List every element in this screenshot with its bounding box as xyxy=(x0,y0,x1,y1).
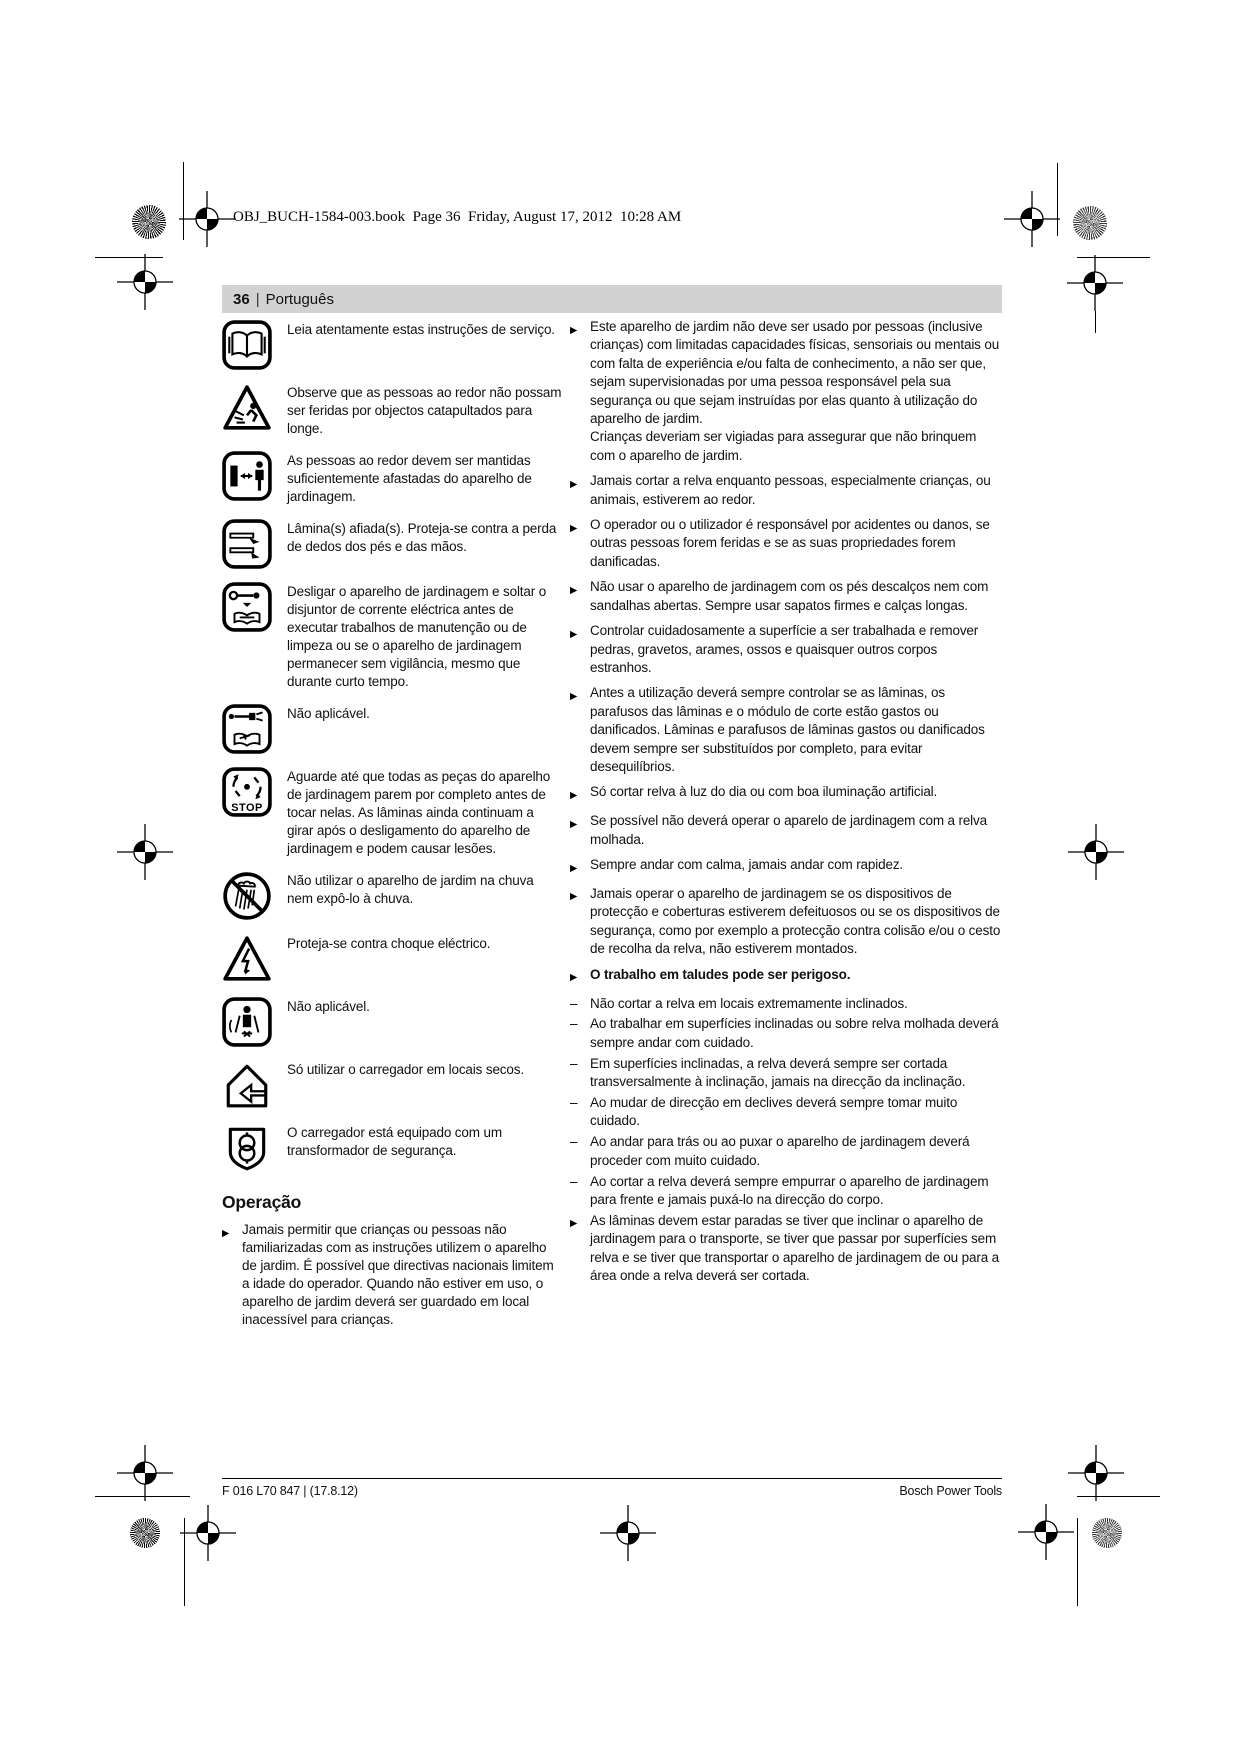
registration-mark xyxy=(1067,255,1123,311)
header-divider: | xyxy=(255,290,260,308)
registration-mark xyxy=(179,191,235,247)
keep-bystanders-away-icon xyxy=(222,451,272,501)
symbol-row xyxy=(222,582,562,691)
symbol-row xyxy=(222,871,562,921)
safety-note-text: Controlar cuidadosamente a superfície a ser trabalhada e remover pedras, gravetos, arames, ossos e quaisquer outros corpos estranhos. xyxy=(590,623,979,675)
symbol-row xyxy=(222,451,562,506)
print-starburst-mark xyxy=(130,1518,160,1548)
registration-mark xyxy=(1018,1504,1074,1560)
safety-sub-item xyxy=(570,1133,1002,1170)
symbol-text: Só utilizar o carregador em locais secos. xyxy=(287,1062,524,1077)
footer-document-code: F 016 L70 847 | (17.8.12) xyxy=(222,1484,358,1498)
symbol-text: Lâmina(s) afiada(s). Proteja-se contra a perda de dedos dos pés e das mãos. xyxy=(287,521,557,554)
dry-location-icon xyxy=(222,1060,272,1110)
safety-note-text: Sempre andar com calma, jamais andar com rapidez. xyxy=(590,857,904,873)
registration-mark xyxy=(600,1505,656,1561)
symbol-row xyxy=(222,997,562,1047)
registration-mark xyxy=(117,1445,173,1501)
crop-line xyxy=(1077,1518,1078,1606)
registration-mark xyxy=(117,254,173,310)
safety-note-text: Ao mudar de direcção em declives deverá sempre tomar muito cuidado. xyxy=(590,1095,958,1129)
svg-text:STOP: STOP xyxy=(231,801,263,814)
symbol-row xyxy=(222,704,562,754)
dash-marker: – xyxy=(570,1055,578,1071)
bullet-marker: ▶ xyxy=(570,324,578,336)
crop-line xyxy=(95,257,163,258)
symbol-text: Não aplicável. xyxy=(287,999,370,1014)
not-applicable-person-icon xyxy=(222,997,272,1047)
safety-note-text: Jamais operar o aparelho de jardinagem se os dispositivos de protecção e coberturas estiverem defeituosos ou se os dispositivos de segurança, como por exemplo a protecção contra colisão e/ou o cesto de recolha da relva, não estiverem montados. xyxy=(590,885,1001,957)
no-rain-icon xyxy=(222,871,272,921)
symbol-text: Observe que as pessoas ao redor não possam ser feridas por objectos catapultados para longe. xyxy=(287,385,562,436)
safety-note-continuation: Crianças deveriam ser vigiadas para assegurar que não brinquem com o aparelho de jardim. xyxy=(590,429,977,463)
print-starburst-mark xyxy=(1092,1518,1122,1548)
registration-mark xyxy=(1068,824,1124,880)
dash-marker: – xyxy=(570,995,578,1011)
symbol-text: O carregador está equipado com um transformador de segurança. xyxy=(287,1125,502,1158)
safety-sub-item xyxy=(570,1015,1002,1052)
safety-sub-item xyxy=(570,995,1002,1013)
symbol-text: Não utilizar o aparelho de jardim na chuva nem expô-lo à chuva. xyxy=(287,873,534,906)
dash-marker: – xyxy=(570,1016,578,1032)
symbol-row xyxy=(222,1123,562,1173)
safety-note-item xyxy=(570,578,1002,615)
operation-bullet xyxy=(222,1221,562,1329)
safety-note-item xyxy=(570,684,1002,776)
crop-line xyxy=(1077,1496,1160,1497)
sharp-blades-icon xyxy=(222,519,272,569)
print-starburst-mark xyxy=(132,205,166,239)
bullet-marker: ▶ xyxy=(570,972,578,984)
symbol-row xyxy=(222,934,562,984)
bullet-marker: ▶ xyxy=(222,1227,230,1239)
crop-line xyxy=(1057,163,1058,236)
page-number: 36 xyxy=(233,290,250,308)
symbol-text: Aguarde até que todas as peças do aparelho de jardinagem parem por completo antes de tocar nelas. As lâminas ainda continuam a girar após o desligamento do aparelho de jardinagem e podem causar lesões. xyxy=(287,769,551,856)
crop-line xyxy=(95,1496,190,1497)
electric-shock-warning-icon xyxy=(222,934,272,984)
safety-note-text: Este aparelho de jardim não deve ser usado por pessoas (inclusive crianças) com limitadas capacidades físicas, sensoriais ou mentais ou com falta de experiência e/ou falta de conhecimento, a não ser que, sejam supervisionadas por uma pessoa responsável pela sua segurança ou que sejam instruídas por elas quanto à utilização do aparelho de jardim. Crianças deveriam ser vigiadas para assegurar que não brinquem com o aparelho de jardim. xyxy=(590,318,1002,465)
safety-sub-item xyxy=(570,1055,1002,1092)
bullet-marker: ▶ xyxy=(570,478,578,490)
safety-note-text: Não usar o aparelho de jardinagem com os pés descalços nem com sandalhas abertas. Sempre usar sapatos firmes e calças longas. xyxy=(590,579,989,613)
bullet-marker: ▶ xyxy=(570,628,578,640)
registration-mark xyxy=(1004,191,1060,247)
disconnect-before-maintenance-icon xyxy=(222,582,272,632)
bullet-marker: ▶ xyxy=(570,862,578,874)
crop-line xyxy=(1095,311,1096,333)
dash-marker: – xyxy=(570,1173,578,1189)
thrown-objects-warning-icon xyxy=(222,383,272,433)
print-header-line: OBJ_BUCH-1584-003.book Page 36 Friday, August 17, 2012 10:28 AM xyxy=(233,209,682,225)
safety-note-item xyxy=(570,966,1002,988)
safety-note-text: Ao trabalhar em superfícies inclinadas ou sobre relva molhada deverá sempre andar com cuidado. xyxy=(590,1016,999,1050)
bullet-marker: ▶ xyxy=(570,522,578,534)
footer-brand: Bosch Power Tools xyxy=(899,1484,1002,1498)
wait-until-stop-icon xyxy=(222,767,272,817)
safety-sub-item xyxy=(570,1173,1002,1210)
safety-note-text: Ao andar para trás ou ao puxar o aparelho de jardinagem deverá proceder com muito cuidado. xyxy=(590,1134,970,1168)
symbol-text: Leia atentamente estas instruções de serviço. xyxy=(287,322,555,337)
language-label: Português xyxy=(265,290,334,308)
symbols-column xyxy=(222,320,562,1336)
safety-note-item xyxy=(570,1212,1002,1286)
safety-note-item xyxy=(570,885,1002,959)
safety-transformer-icon xyxy=(222,1123,272,1173)
symbol-text: As pessoas ao redor devem ser mantidas suficientemente afastadas do aparelho de jardinagem. xyxy=(287,453,532,504)
bullet-marker: ▶ xyxy=(570,690,578,702)
registration-mark xyxy=(180,1505,236,1561)
safety-note-text: Em superfícies inclinadas, a relva deverá sempre ser cortada transversalmente à inclinação, jamais na direcção da inclinação. xyxy=(590,1055,966,1090)
safety-note-item xyxy=(570,472,1002,509)
safety-note-item xyxy=(570,516,1002,571)
symbol-text: Não aplicável. xyxy=(287,706,370,721)
operation-bullet-text: Jamais permitir que crianças ou pessoas não familiarizadas com as instruções utilizem o aparelho de jardim. É possível que directivas nacionais limitem a idade do operador. Quando não estiver em uso, o aparelho de jardim deverá ser guardado em local inacessível para crianças. xyxy=(242,1222,554,1327)
page-header-bar xyxy=(222,285,1002,313)
bullet-marker: ▶ xyxy=(570,891,578,903)
registration-mark xyxy=(1068,1445,1124,1501)
safety-notes-list xyxy=(570,318,1002,1293)
dash-marker: – xyxy=(570,1095,578,1111)
safety-note-item xyxy=(570,783,1002,805)
not-applicable-plug-icon xyxy=(222,704,272,754)
safety-note-text: Só cortar relva à luz do dia ou com boa iluminação artificial. xyxy=(590,784,938,800)
symbol-row xyxy=(222,1060,562,1110)
safety-note-text: Jamais cortar a relva enquanto pessoas, especialmente crianças, ou animais, estiverem ao redor. xyxy=(590,473,991,507)
safety-note-text: O operador ou o utilizador é responsável por acidentes ou danos, se outras pessoas forem feridas e se as suas propriedades forem danificadas. xyxy=(590,517,990,569)
print-starburst-mark xyxy=(1073,206,1107,240)
crop-line xyxy=(183,162,184,240)
operation-heading: Operação xyxy=(222,1192,302,1212)
safety-note-text: Antes a utilização deverá sempre controlar se as lâminas, os parafusos das lâminas e o módulo de corte estão gastos ou danificados. Lâminas e parafusos de lâminas gastos ou danificados devem sempre ser substituídos por completo, para evitar desequilíbrios. xyxy=(590,685,985,774)
safety-note-text: Se possível não deverá operar o aparelo de jardinagem com a relva molhada. xyxy=(590,813,987,847)
symbol-row xyxy=(222,383,562,438)
bullet-marker: ▶ xyxy=(570,584,578,596)
bullet-marker: ▶ xyxy=(570,789,578,801)
symbol-row xyxy=(222,519,562,569)
symbol-text: Desligar o aparelho de jardinagem e soltar o disjuntor de corrente eléctrica antes de executar trabalhos de manutenção ou de limpeza ou se o aparelho de jardinagem permanecer sem vigilância, mesmo que durante curto tempo. xyxy=(287,584,547,689)
dash-marker: – xyxy=(570,1134,578,1150)
safety-note-text: Ao cortar a relva deverá sempre empurrar o aparelho de jardinagem para frente e jamais puxá-lo na direcção do corpo. xyxy=(590,1173,989,1208)
safety-note-item xyxy=(570,318,1002,465)
safety-note-item xyxy=(570,622,1002,677)
symbol-row xyxy=(222,767,562,858)
crop-line xyxy=(1077,257,1150,258)
safety-sub-item xyxy=(570,1094,1002,1131)
symbol-text: Proteja-se contra choque eléctrico. xyxy=(287,936,491,951)
safety-note-item xyxy=(570,856,1002,878)
bullet-marker: ▶ xyxy=(570,818,578,830)
safety-note-text: As lâminas devem estar paradas se tiver que inclinar o aparelho de jardinagem para o transporte, se tiver que passar por superfícies sem relva e se tiver que transportar o aparelho de jardinagem de ou para a área onde a relva deverá ser cortada. xyxy=(590,1212,1000,1284)
safety-note-text: Não cortar a relva em locais extremamente inclinados. xyxy=(590,995,908,1011)
footer-rule xyxy=(222,1478,1002,1479)
crop-line xyxy=(184,1518,185,1606)
safety-note-item xyxy=(570,812,1002,849)
registration-mark xyxy=(117,824,173,880)
read-manual-icon xyxy=(222,320,272,370)
bullet-marker: ▶ xyxy=(570,1218,578,1230)
symbol-row xyxy=(222,320,562,370)
safety-note-text: O trabalho em taludes pode ser perigoso. xyxy=(590,966,851,982)
